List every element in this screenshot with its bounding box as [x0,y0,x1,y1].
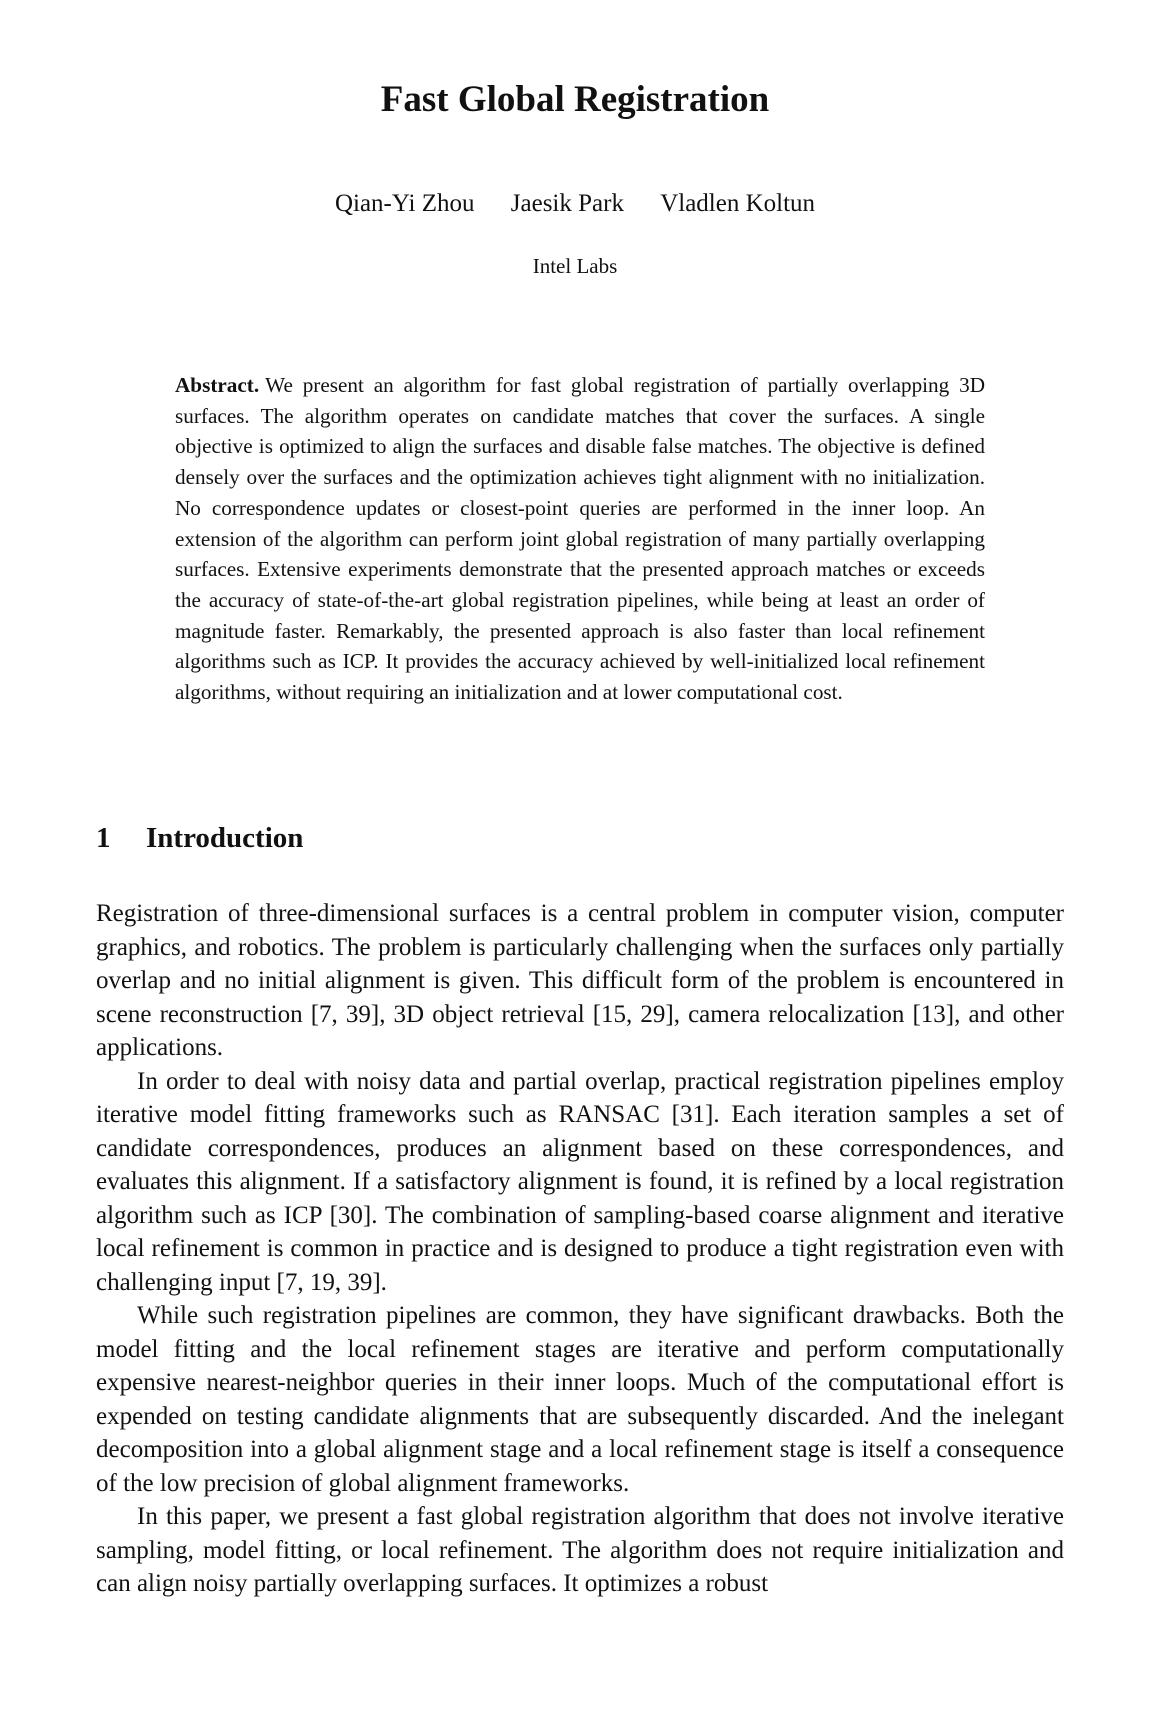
paragraph: Registration of three-dimensional surfaces is a central problem in computer vision, computer graphics, and robotics. The problem is particularly challenging when the surfaces only partially overlap and no initial alignment is given. This difficult form of the problem is encountered in scene reconstruction [7, 39], 3D object retrieval [15, 29], camera relocalization [13], and other applications. [96,900,1064,1061]
author-name: Vladlen Koltun [660,190,816,217]
abstract-label: Abstract. [175,373,260,397]
section-number: 1 [96,822,111,854]
author-name: Qian-Yi Zhou [334,190,475,217]
abstract-text: We present an algorithm for fast global registration of partially overlapping 3D surfaces. The algorithm operates on candidate matches that cover the surfaces. A single objective is optimized to align the surfaces and disable false matches. The objective is defined densely over the surfaces and the optimization achieves tight alignment with no initialization. No correspondence updates or closest-point queries are performed in the inner loop. An extension of the algorithm can perform joint global registration of many partially overlapping surfaces. Extensive experiments demonstrate that the presented approach matches or exceeds the accuracy of state-of-the-art global registration pipelines, while being at least an order of magnitude faster. Remarkably, the presented approach is also faster than local refinement algorithms such as ICP. It provides the accuracy achieved by well-initialized local refinement algorithms, without requiring an initialization and at lower computational cost. [175,373,985,705]
paragraph: In this paper, we present a fast global registration algorithm that does not involve iterative sampling, model fitting, or local refinement. The algorithm does not require initialization and can align noisy partially overlapping surfaces. It optimizes a robust [96,1503,1064,1597]
section-body [96,897,1064,1601]
section-heading [96,822,303,855]
section-title: Introduction [146,822,304,854]
paragraph: In order to deal with noisy data and partial overlap, practical registration pipelines employ iterative model fitting frameworks such as RANSAC [31]. Each iteration samples a set of candidate correspondences, produces an alignment based on these correspondences, and evaluates this alignment. If a satisfactory alignment is found, it is refined by a local registration algorithm such as ICP [30]. The combination of sampling-based coarse alignment and iterative local refinement is common in practice and is designed to produce a tight registration even with challenging input [7, 19, 39]. [96,1067,1064,1296]
author-name: Jaesik Park [510,190,624,217]
affiliation: Intel Labs [532,254,618,278]
paragraph: While such registration pipelines are common, they have significant drawbacks. Both the model fitting and the local refinement stages are iterative and perform computationally expensive nearest-neighbor queries in their inner loops. Much of the computational effort is expended on testing candidate alignments that are subsequently discarded. And the inelegant decomposition into a global alignment stage and a local refinement stage is itself a consequence of the low precision of global alignment frameworks. [96,1302,1064,1497]
abstract [175,370,985,708]
author-list [0,190,1150,218]
paper-title: Fast Global Registration [380,79,770,120]
